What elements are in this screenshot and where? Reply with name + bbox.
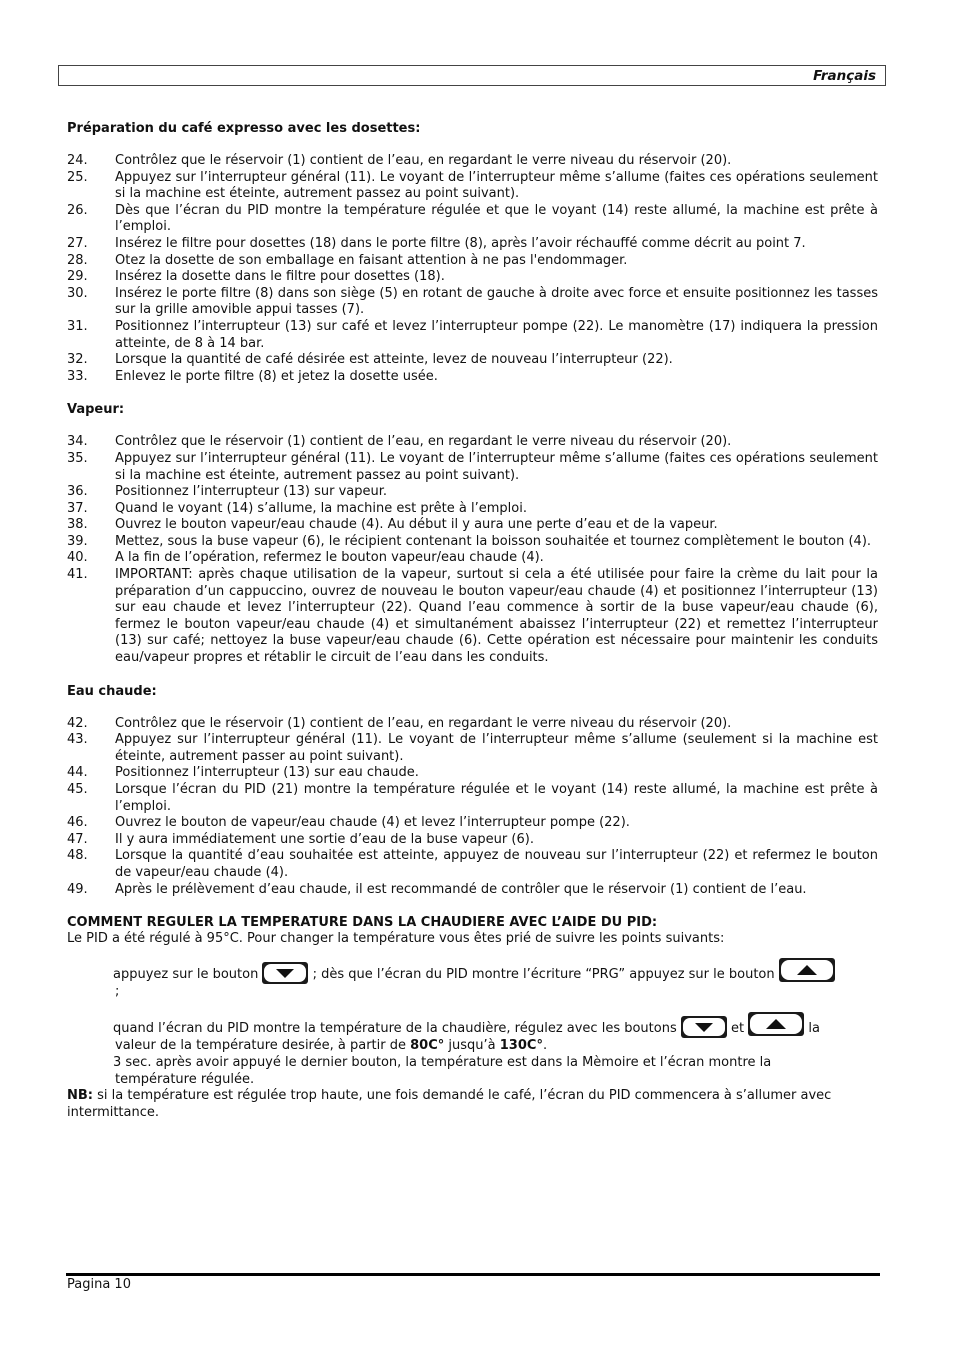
list-item xyxy=(67,716,878,733)
up-button-icon xyxy=(748,1012,804,1036)
list-item-text: Contrôlez que le réservoir (1) contient de l’eau, en regardant le verre niveau du réservoir (20). xyxy=(115,715,732,731)
up-button-icon xyxy=(779,958,835,982)
list-item-number: 38. xyxy=(67,517,88,533)
step-list xyxy=(67,153,878,385)
list-item xyxy=(67,765,878,782)
list-item-text: Dès que l’écran du PID montre la température régulée et que le voyant (14) reste allumé, la machine est prête à l’emploi. xyxy=(115,202,878,235)
list-item-text: Appuyez sur l’interrupteur général (11). Le voyant de l’interrupteur même s’allume (faites ces opérations seulement si la machine est éteinte, autrement passez au point suivant). xyxy=(115,169,878,202)
list-item xyxy=(67,153,878,170)
list-item-number: 36. xyxy=(67,484,88,500)
list-item xyxy=(67,236,878,253)
list-item xyxy=(67,286,878,319)
pid-step-2-text: la xyxy=(808,1021,820,1037)
list-item-number: 46. xyxy=(67,815,88,831)
page-number: Pagina 10 xyxy=(67,1277,131,1292)
list-item xyxy=(67,352,878,369)
pid-intro: Le PID a été régulé à 95°C. Pour changer la température vous êtes prié de suivre les points suivants: xyxy=(67,931,725,947)
list-item-number: 28. xyxy=(67,252,88,268)
list-item-number: 27. xyxy=(67,235,88,251)
list-item-text: Insérez la dosette dans le filtre pour dosettes (18). xyxy=(115,269,445,285)
pid-step-3 xyxy=(67,1055,878,1088)
temp-min: 80C° xyxy=(410,1038,445,1054)
list-item xyxy=(67,501,878,518)
list-item-number: 45. xyxy=(67,782,88,797)
list-item-number: 41. xyxy=(67,567,88,583)
pid-step-2-text: jusqu’à xyxy=(448,1038,496,1054)
list-item xyxy=(67,269,878,286)
pid-step-2-text: quand l’écran du PID montre la température de la chaudière, régulez avec les boutons xyxy=(113,1021,677,1037)
list-item xyxy=(67,253,878,270)
list-item xyxy=(67,451,878,484)
list-item-number: 47. xyxy=(67,831,88,847)
list-item-text: A la fin de l’opération, refermez le bouton vapeur/eau chaude (4). xyxy=(115,550,544,566)
list-item xyxy=(67,319,878,352)
list-item-text: Ouvrez le bouton vapeur/eau chaude (4). Au début il y aura une perte d’eau et de la vapeur. xyxy=(115,517,718,533)
down-button-icon xyxy=(681,1016,727,1038)
list-item-number: 33. xyxy=(67,368,88,384)
list-item-text: Contrôlez que le réservoir (1) contient de l’eau, en regardant le verre niveau du réservoir (20). xyxy=(115,434,732,450)
list-item-number: 42. xyxy=(67,715,88,731)
list-item-number: 44. xyxy=(67,765,88,781)
list-item-text: Positionnez l’interrupteur (13) sur eau chaude. xyxy=(115,765,419,781)
pid-step-2-text: et xyxy=(731,1021,745,1037)
list-item-number: 48. xyxy=(67,848,88,864)
list-item-text: Enlevez le porte filtre (8) et jetez la dosette usée. xyxy=(115,368,438,384)
nb-note xyxy=(67,1088,878,1121)
list-item xyxy=(67,815,878,832)
list-item xyxy=(67,484,878,501)
temp-max: 130C° xyxy=(499,1038,543,1054)
list-item xyxy=(67,534,878,551)
list-item xyxy=(67,567,878,667)
section-title: Eau chaude: xyxy=(67,683,157,699)
list-item-number: 40. xyxy=(67,550,88,566)
pid-step-3-text: température régulée. xyxy=(115,1071,255,1087)
list-item xyxy=(67,550,878,567)
pid-step-1-text: ; dès que l’écran du PID montre l’écriture “PRG” appuyez sur le bouton xyxy=(312,966,775,982)
header-language: Français xyxy=(813,68,876,84)
list-item xyxy=(67,369,878,386)
list-item-text: Il y aura immédiatement une sortie d’eau de la buse vapeur (6). xyxy=(115,831,534,847)
header-box xyxy=(58,65,886,86)
list-item-number: 43. xyxy=(67,732,88,748)
list-item-text: Ouvrez le bouton de vapeur/eau chaude (4) et levez l’interrupteur pompe (22). xyxy=(115,815,630,831)
step-list xyxy=(67,716,878,899)
list-item-text: Lorsque l’écran du PID (21) montre la température régulée et le voyant (14) reste allumé, la machine est prête à l’emploi. xyxy=(115,782,878,814)
list-item xyxy=(67,782,878,815)
list-item-number: 29. xyxy=(67,269,88,285)
list-item-text: Quand le voyant (14) s’allume, la machine est prête à l’emploi. xyxy=(115,500,527,516)
list-item-number: 26. xyxy=(67,202,88,218)
list-item-number: 25. xyxy=(67,169,88,185)
list-item-text: Insérez le filtre pour dosettes (18) dans le porte filtre (8), après l’avoir réchauffé comme décrit au point 7. xyxy=(115,235,806,251)
pid-step-3-text: 3 sec. après avoir appuyé le dernier bouton, la température est dans la Mèmoire et l’écran montre la xyxy=(113,1054,772,1070)
list-item-text: IMPORTANT: après chaque utilisation de la vapeur, surtout si cela a été utilisée pour faire la crème du lait pour la préparation d’un cappuccino, ouvrez de nouveau le bouton vapeur/eau chaude (4) et positionnez l’interrupteur (13) sur eau chaude et levez l’interrupteur (22). Quand l’eau commence à sortir de la buse vapeur/eau chaude (6), fermez le bouton vapeur/eau chaude (4) et simultanément abaissez l’interrupteur (22) et remettez l’interrupteur (13) sur café; nettoyez la buse vapeur/eau chaude (6). Cette opération est nécessaire pour maintenir les conduits eau/vapeur propres et rétablir le circuit de l’eau dans les conduits. xyxy=(115,567,878,666)
list-item xyxy=(67,517,878,534)
pid-step-1 xyxy=(67,958,878,1001)
nb-text: si la température est régulée trop haute, une fois demandé le café, l’écran du PID commencera à s’allumer avec intermittance. xyxy=(67,1088,832,1120)
list-item-number: 30. xyxy=(67,285,88,301)
pid-step-1-text: appuyez sur le bouton xyxy=(113,966,259,982)
list-item xyxy=(67,732,878,765)
list-item-text: Positionnez l’interrupteur (13) sur café et levez l’interrupteur pompe (22). Le manomètre (17) indiquera la pression atteinte, de 8 à 14 bar. xyxy=(115,318,878,351)
list-item-number: 39. xyxy=(67,533,88,549)
list-item xyxy=(67,882,878,899)
list-item-text: Appuyez sur l’interrupteur général (11). Le voyant de l’interrupteur même s’allume (seulement si la machine est éteinte, autrement passer au point suivant). xyxy=(115,732,878,764)
list-item-text: Mettez, sous la buse vapeur (6), le récipient contenant la boisson souhaitée et tournez complètement le bouton (4). xyxy=(115,533,872,549)
list-item-number: 24. xyxy=(67,153,88,168)
list-item-text: Insérez le porte filtre (8) dans son siège (5) en rotant de gauche à droite avec force et ensuite positionnez les tasses sur la grille amovible appui tasses (7). xyxy=(115,285,878,318)
pid-step-2-cont xyxy=(113,1038,878,1055)
pid-title: COMMENT REGULER LA TEMPERATURE DANS LA CHAUDIERE AVEC L’AIDE DU PID: xyxy=(67,915,658,931)
pid-step-2 xyxy=(67,1012,878,1055)
list-item-text: Positionnez l’interrupteur (13) sur vapeur. xyxy=(115,484,388,500)
list-item-number: 34. xyxy=(67,434,88,450)
section-title: Vapeur: xyxy=(67,402,125,418)
list-item xyxy=(67,170,878,203)
footer-rule xyxy=(66,1273,880,1276)
list-item-text: Lorsque la quantité d’eau souhaitée est atteinte, appuyez de nouveau sur l’interrupteur (22) et refermez le bouton de vapeur/eau chaude (4). xyxy=(115,848,878,880)
pid-step-1-text: ; xyxy=(115,983,120,999)
document-body xyxy=(67,120,878,1121)
list-item-number: 49. xyxy=(67,881,88,897)
list-item-text: Contrôlez que le réservoir (1) contient de l’eau, en regardant le verre niveau du réservoir (20). xyxy=(115,153,732,168)
down-button-icon xyxy=(262,962,308,984)
list-item-number: 35. xyxy=(67,450,88,466)
pid-step-2-text: valeur de la température desirée, à partir de xyxy=(115,1038,406,1054)
step-list xyxy=(67,434,878,666)
list-item-number: 37. xyxy=(67,500,88,516)
pid-step-2-text: . xyxy=(542,1038,548,1054)
section-title: Préparation du café expresso avec les dosettes: xyxy=(67,121,421,136)
list-item-text: Lorsque la quantité de café désirée est atteinte, levez de nouveau l’interrupteur (22). xyxy=(115,352,673,368)
list-item xyxy=(67,434,878,451)
list-item-number: 32. xyxy=(67,352,88,368)
list-item-number: 31. xyxy=(67,318,88,334)
list-item-text: Après le prélèvement d’eau chaude, il est recommandé de contrôler que le réservoir (1) contient de l’eau. xyxy=(115,881,807,897)
list-item xyxy=(67,848,878,881)
nb-label: NB: xyxy=(67,1088,93,1104)
list-item xyxy=(67,203,878,236)
list-item-text: Otez la dosette de son emballage en faisant attention à ne pas l'endommager. xyxy=(115,252,628,268)
list-item-text: Appuyez sur l’interrupteur général (11). Le voyant de l’interrupteur même s’allume (faites ces opérations seulement si la machine est éteinte, autrement passez au point suivant). xyxy=(115,450,878,483)
list-item xyxy=(67,832,878,849)
